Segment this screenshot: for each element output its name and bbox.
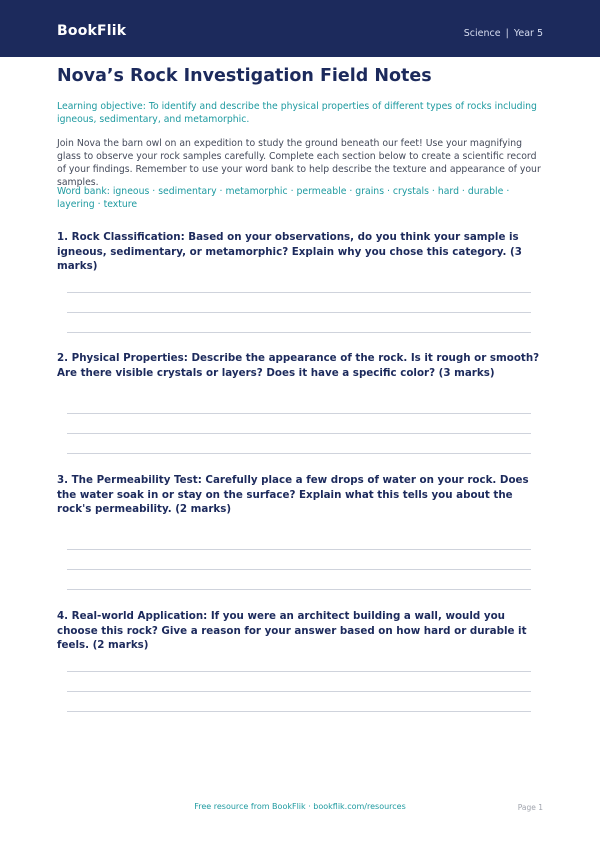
- answer-line[interactable]: [67, 413, 531, 414]
- page-number: Page 1: [517, 803, 543, 812]
- answer-line[interactable]: [67, 332, 531, 333]
- word-bank: Word bank: igneous · sedimentary · metamorphic · permeable · grains · crystals · hard · durable · layering · texture: [57, 186, 510, 210]
- question-4: 4. Real-world Application: If you were an architect building a wall, would you choose this rock? Give a reason for your answer based on how hard or durable it feels. (2 marks): [57, 610, 527, 651]
- answer-line[interactable]: [67, 312, 531, 313]
- question-3: 3. The Permeability Test: Carefully place a few drops of water on your rock. Does the water soak in or stay on the surface? Explain what this tells you about the rock's permeability. (2 marks): [57, 474, 529, 515]
- header-bar: [0, 0, 600, 57]
- brand-logo: BookFlik: [57, 23, 127, 39]
- answer-line[interactable]: [67, 671, 531, 672]
- footer-credit[interactable]: Free resource from BookFlik · bookflik.com/resources: [194, 802, 406, 811]
- year-label: Year 5: [513, 28, 543, 39]
- answer-line[interactable]: [67, 453, 531, 454]
- answer-line[interactable]: [67, 569, 531, 570]
- intro-paragraph: Join Nova the barn owl on an expedition to study the ground beneath our feet! Use your magnifying glass to observe your rock samples carefully. Complete each section below to create a scientific record of your findings. Remember to use your word bank to help describe the texture and appearance of your samples.: [57, 138, 541, 188]
- answer-line[interactable]: [67, 691, 531, 692]
- answer-line[interactable]: [67, 549, 531, 550]
- answer-line[interactable]: [67, 292, 531, 293]
- worksheet-title: Nova’s Rock Investigation Field Notes: [57, 66, 432, 86]
- learning-objective: Learning objective: To identify and describe the physical properties of different types of rocks including igneous, sedimentary, and metamorphic.: [57, 101, 537, 125]
- answer-line[interactable]: [67, 711, 531, 712]
- answer-line[interactable]: [67, 433, 531, 434]
- subject-label: Science: [463, 28, 501, 39]
- answer-line[interactable]: [67, 589, 531, 590]
- separator: |: [505, 28, 509, 39]
- question-2: 2. Physical Properties: Describe the appearance of the rock. Is it rough or smooth? Are there visible crystals or layers? Does it have a specific color? (3 marks): [57, 352, 540, 379]
- subject-year-label: [464, 28, 543, 39]
- question-1: 1. Rock Classification: Based on your observations, do you think your sample is igneous, sedimentary, or metamorphic? Explain why you chose this category. (3 marks): [57, 231, 522, 272]
